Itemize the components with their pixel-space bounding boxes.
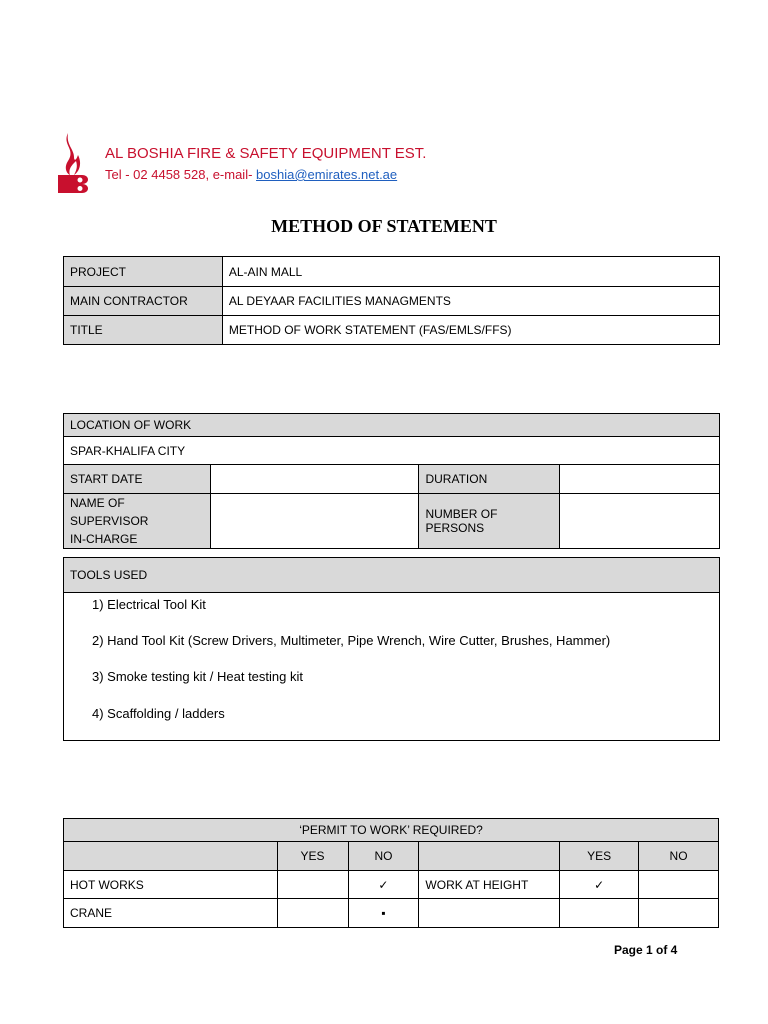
table-row <box>64 899 719 928</box>
company-contact <box>105 167 397 182</box>
yes-column-header: YES <box>560 842 639 871</box>
tools-list-item: 3) Smoke testing kit / Heat testing kit <box>92 669 303 684</box>
empty-yes-cell[interactable] <box>560 899 639 928</box>
persons-label: NUMBER OF PERSONS <box>419 494 560 549</box>
work-at-height-yes-check[interactable]: ✓ <box>560 871 639 899</box>
location-value: SPAR-KHALIFA CITY <box>64 437 720 465</box>
main-contractor-value: AL DEYAAR FACILITIES MANAGMENTS <box>222 287 719 316</box>
table-row <box>64 494 720 549</box>
location-label: LOCATION OF WORK <box>64 414 720 437</box>
project-value: AL-AIN MALL <box>222 257 719 287</box>
title-label: TITLE <box>64 316 223 345</box>
work-at-height-label: WORK AT HEIGHT <box>419 871 560 899</box>
table-row <box>64 287 720 316</box>
page-number: Page 1 of 4 <box>614 943 678 957</box>
permit-table <box>63 818 719 928</box>
title-value: METHOD OF WORK STATEMENT (FAS/EMLS/FFS) <box>222 316 719 345</box>
tools-header-label: TOOLS USED <box>70 568 148 582</box>
no-column-header: NO <box>348 842 419 871</box>
table-row <box>64 316 720 345</box>
table-row <box>64 437 720 465</box>
yes-column-header: YES <box>277 842 348 871</box>
email-link[interactable]: boshia@emirates.net.ae <box>256 167 398 182</box>
permit-blank-header <box>419 842 560 871</box>
start-date-label: START DATE <box>64 465 211 494</box>
no-column-header: NO <box>639 842 719 871</box>
project-table <box>63 256 720 345</box>
table-row <box>64 842 719 871</box>
supervisor-label-line2: IN-CHARGE <box>70 532 138 546</box>
hot-works-label: HOT WORKS <box>64 871 278 899</box>
tools-section <box>63 557 720 741</box>
crane-no-mark[interactable]: ▪ <box>348 899 419 928</box>
empty-label-cell <box>419 899 560 928</box>
persons-value[interactable] <box>560 494 720 549</box>
company-name: AL BOSHIA FIRE & SAFETY EQUIPMENT EST. <box>105 145 427 162</box>
table-row <box>64 871 719 899</box>
document-title: METHOD OF STATEMENT <box>271 216 497 236</box>
tools-list-item: 4) Scaffolding / ladders <box>92 706 225 721</box>
empty-no-cell[interactable] <box>639 899 719 928</box>
crane-yes-cell[interactable] <box>277 899 348 928</box>
duration-label: DURATION <box>419 465 560 494</box>
tools-header <box>64 558 719 593</box>
table-row <box>64 414 720 437</box>
table-row <box>64 257 720 287</box>
main-contractor-label: MAIN CONTRACTOR <box>64 287 223 316</box>
supervisor-label <box>64 494 211 549</box>
crane-label: CRANE <box>64 899 278 928</box>
hot-works-yes-cell[interactable] <box>277 871 348 899</box>
supervisor-value[interactable] <box>210 494 419 549</box>
hot-works-no-check[interactable]: ✓ <box>348 871 419 899</box>
duration-value[interactable] <box>560 465 720 494</box>
table-row <box>64 465 720 494</box>
project-label: PROJECT <box>64 257 223 287</box>
permit-header: ‘PERMIT TO WORK’ REQUIRED? <box>64 819 719 842</box>
supervisor-label-line1: NAME OF SUPERVISOR <box>70 496 149 528</box>
work-at-height-no-cell[interactable] <box>639 871 719 899</box>
tools-list-item: 1) Electrical Tool Kit <box>92 597 206 612</box>
location-table <box>63 413 720 549</box>
contact-phone: Tel - 02 4458 528, e-mail- <box>105 167 257 182</box>
start-date-value[interactable] <box>210 465 419 494</box>
table-row <box>64 819 719 842</box>
company-logo <box>56 131 92 195</box>
tools-list-item: 2) Hand Tool Kit (Screw Drivers, Multimeter, Pipe Wrench, Wire Cutter, Brushes, Hammer) <box>92 633 611 648</box>
permit-blank-header <box>64 842 278 871</box>
